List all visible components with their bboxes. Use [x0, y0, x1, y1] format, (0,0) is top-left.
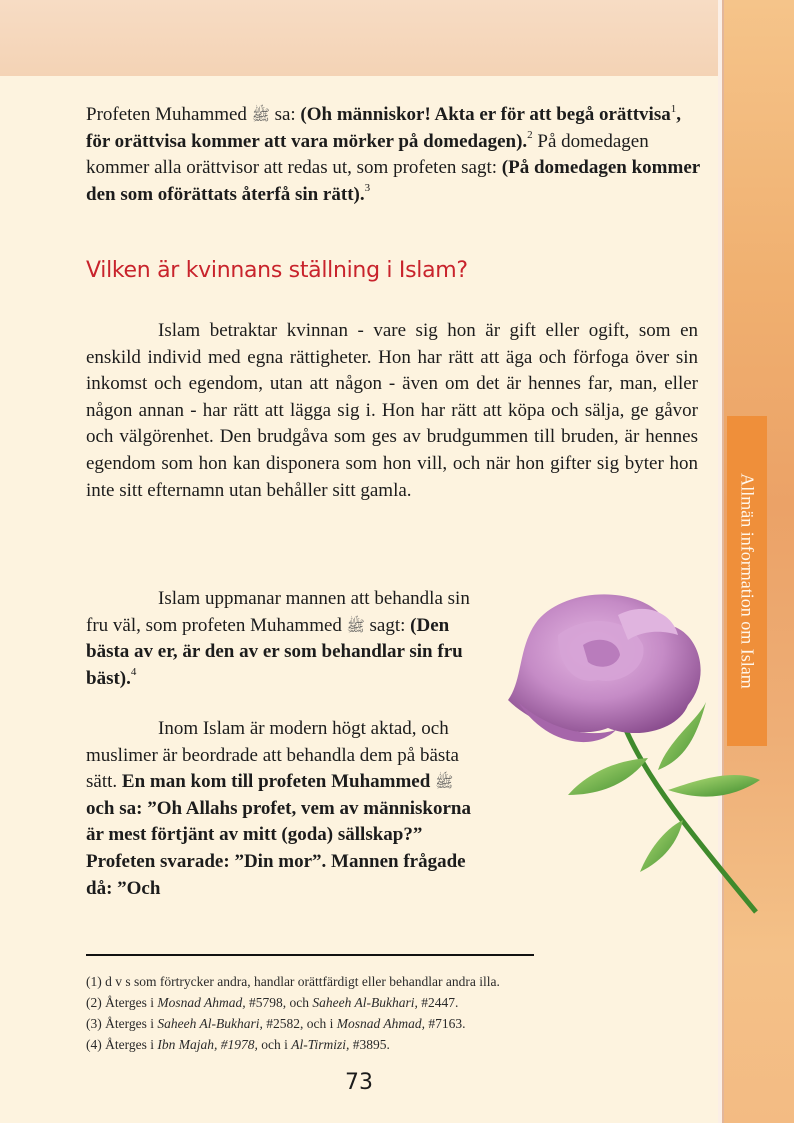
pbuh-icon: ﷺ [251, 106, 270, 124]
footnote-ref-3[interactable]: 3 [364, 182, 371, 195]
top-band [0, 0, 718, 76]
footnote-source: Saheeh Al-Bukhari, [312, 995, 418, 1010]
footnote-source: Mosnad Ahmad, [157, 995, 246, 1010]
p4-quote-a: En man kom till profeten Muhammed [121, 771, 436, 793]
paragraph-husband [86, 586, 476, 692]
footnote-divider [86, 954, 534, 956]
footnote-text: och i [257, 1037, 292, 1052]
p1-quote-a: (Oh människor! Akta er för att begå orättvisa [300, 104, 671, 125]
p3-quote: (Den bästa av er, är den av er som behandlar sin fru bäst). [86, 614, 463, 689]
footnote-text: (4) Återges i [86, 1037, 158, 1052]
pbuh-icon: ﷺ [346, 616, 365, 635]
footnote-ref-4[interactable]: 4 [130, 666, 137, 679]
p1-text-a: Profeten Muhammed [86, 104, 252, 125]
footnote-item [86, 1013, 500, 1034]
footnote-ref-2[interactable]: 2 [527, 129, 533, 142]
paragraph-mother [86, 716, 476, 902]
p1-text-b: sa: [269, 104, 301, 125]
footnote-text: #2447. [417, 995, 459, 1010]
footnote-item [86, 992, 500, 1013]
footnote-text: #3895. [349, 1037, 390, 1052]
footnote-ref-1[interactable]: 1 [670, 102, 677, 115]
footnote-text: #2582, och i [262, 1016, 337, 1031]
pbuh-icon: ﷺ [435, 773, 454, 792]
p4-quote-b: och sa: ”Oh Allahs profet, vem av människorna är mest förtjänt av mitt (goda) sällskap?” Profeten svarade: ”Din mor”. Mannen frågade då: ”Och [86, 797, 471, 899]
paragraph-women-rights [86, 318, 698, 504]
rose-illustration [498, 590, 766, 920]
p4-text-a: Inom Islam är modern högt aktad, och muslimer är beordrade att behandla dem på bästa sätt. [86, 718, 459, 793]
paragraph-intro [86, 102, 706, 208]
side-tab-label: Allmän information om Islam [737, 473, 758, 689]
p1-text-c: På domedagen kommer alla orättvisor att redas ut, som profeten sagt: [86, 130, 649, 179]
footnote-source: Saheeh Al-Bukhari, [157, 1016, 263, 1031]
footnote-item [86, 1034, 500, 1055]
p1-quote-c: (På domedagen kommer den som oförättats återfå sin rätt). [86, 157, 700, 205]
footnote-text: (2) Återges i [86, 995, 158, 1010]
footnote-text: (1) d v s som förtrycker andra, handlar orättfärdigt eller behandlar andra illa. [86, 974, 500, 989]
footnote-text: (3) Återges i [86, 1016, 158, 1031]
section-heading: Vilken är kvinnans ställning i Islam? [86, 258, 468, 283]
p3-text-b: sagt: [364, 614, 411, 636]
footnote-source: Mosnad Ahmad, [336, 1016, 425, 1031]
footnote-source: Ibn Majah, #1978, [157, 1037, 258, 1052]
footnote-text: #7163. [424, 1016, 466, 1031]
p1-quote-b: , för orättvisa kommer att vara mörker på domedagen). [86, 104, 681, 152]
page-number: 73 [345, 1070, 373, 1095]
footnote-item [86, 971, 500, 992]
footnote-text: #5798, och [245, 995, 313, 1010]
footnotes-list [86, 971, 500, 1055]
p3-text-a: Islam uppmanar mannen att behandla sin fru väl, som profeten Muhammed [86, 588, 470, 636]
footnote-source: Al-Tirmizi, [291, 1037, 350, 1052]
p2-text: Islam betraktar kvinnan - vare sig hon är gift eller ogift, som en enskild individ med egna rättigheter. Hon har rätt att äga och förfoga över sin inkomst och egendom, utan att någon - även om det är hennes far, man, eller någon annan - har rätt att lägga sig i. Hon har rätt att köpa och sälja, ge gåvor och välgörenhet. Den brudgåva som ges av brudgummen till bruden, är hennes egendom som hon kan disponera som hon vill, och när hon gifter sig byter hon inte sitt efternamn utan behåller sitt gamla. [86, 320, 698, 501]
